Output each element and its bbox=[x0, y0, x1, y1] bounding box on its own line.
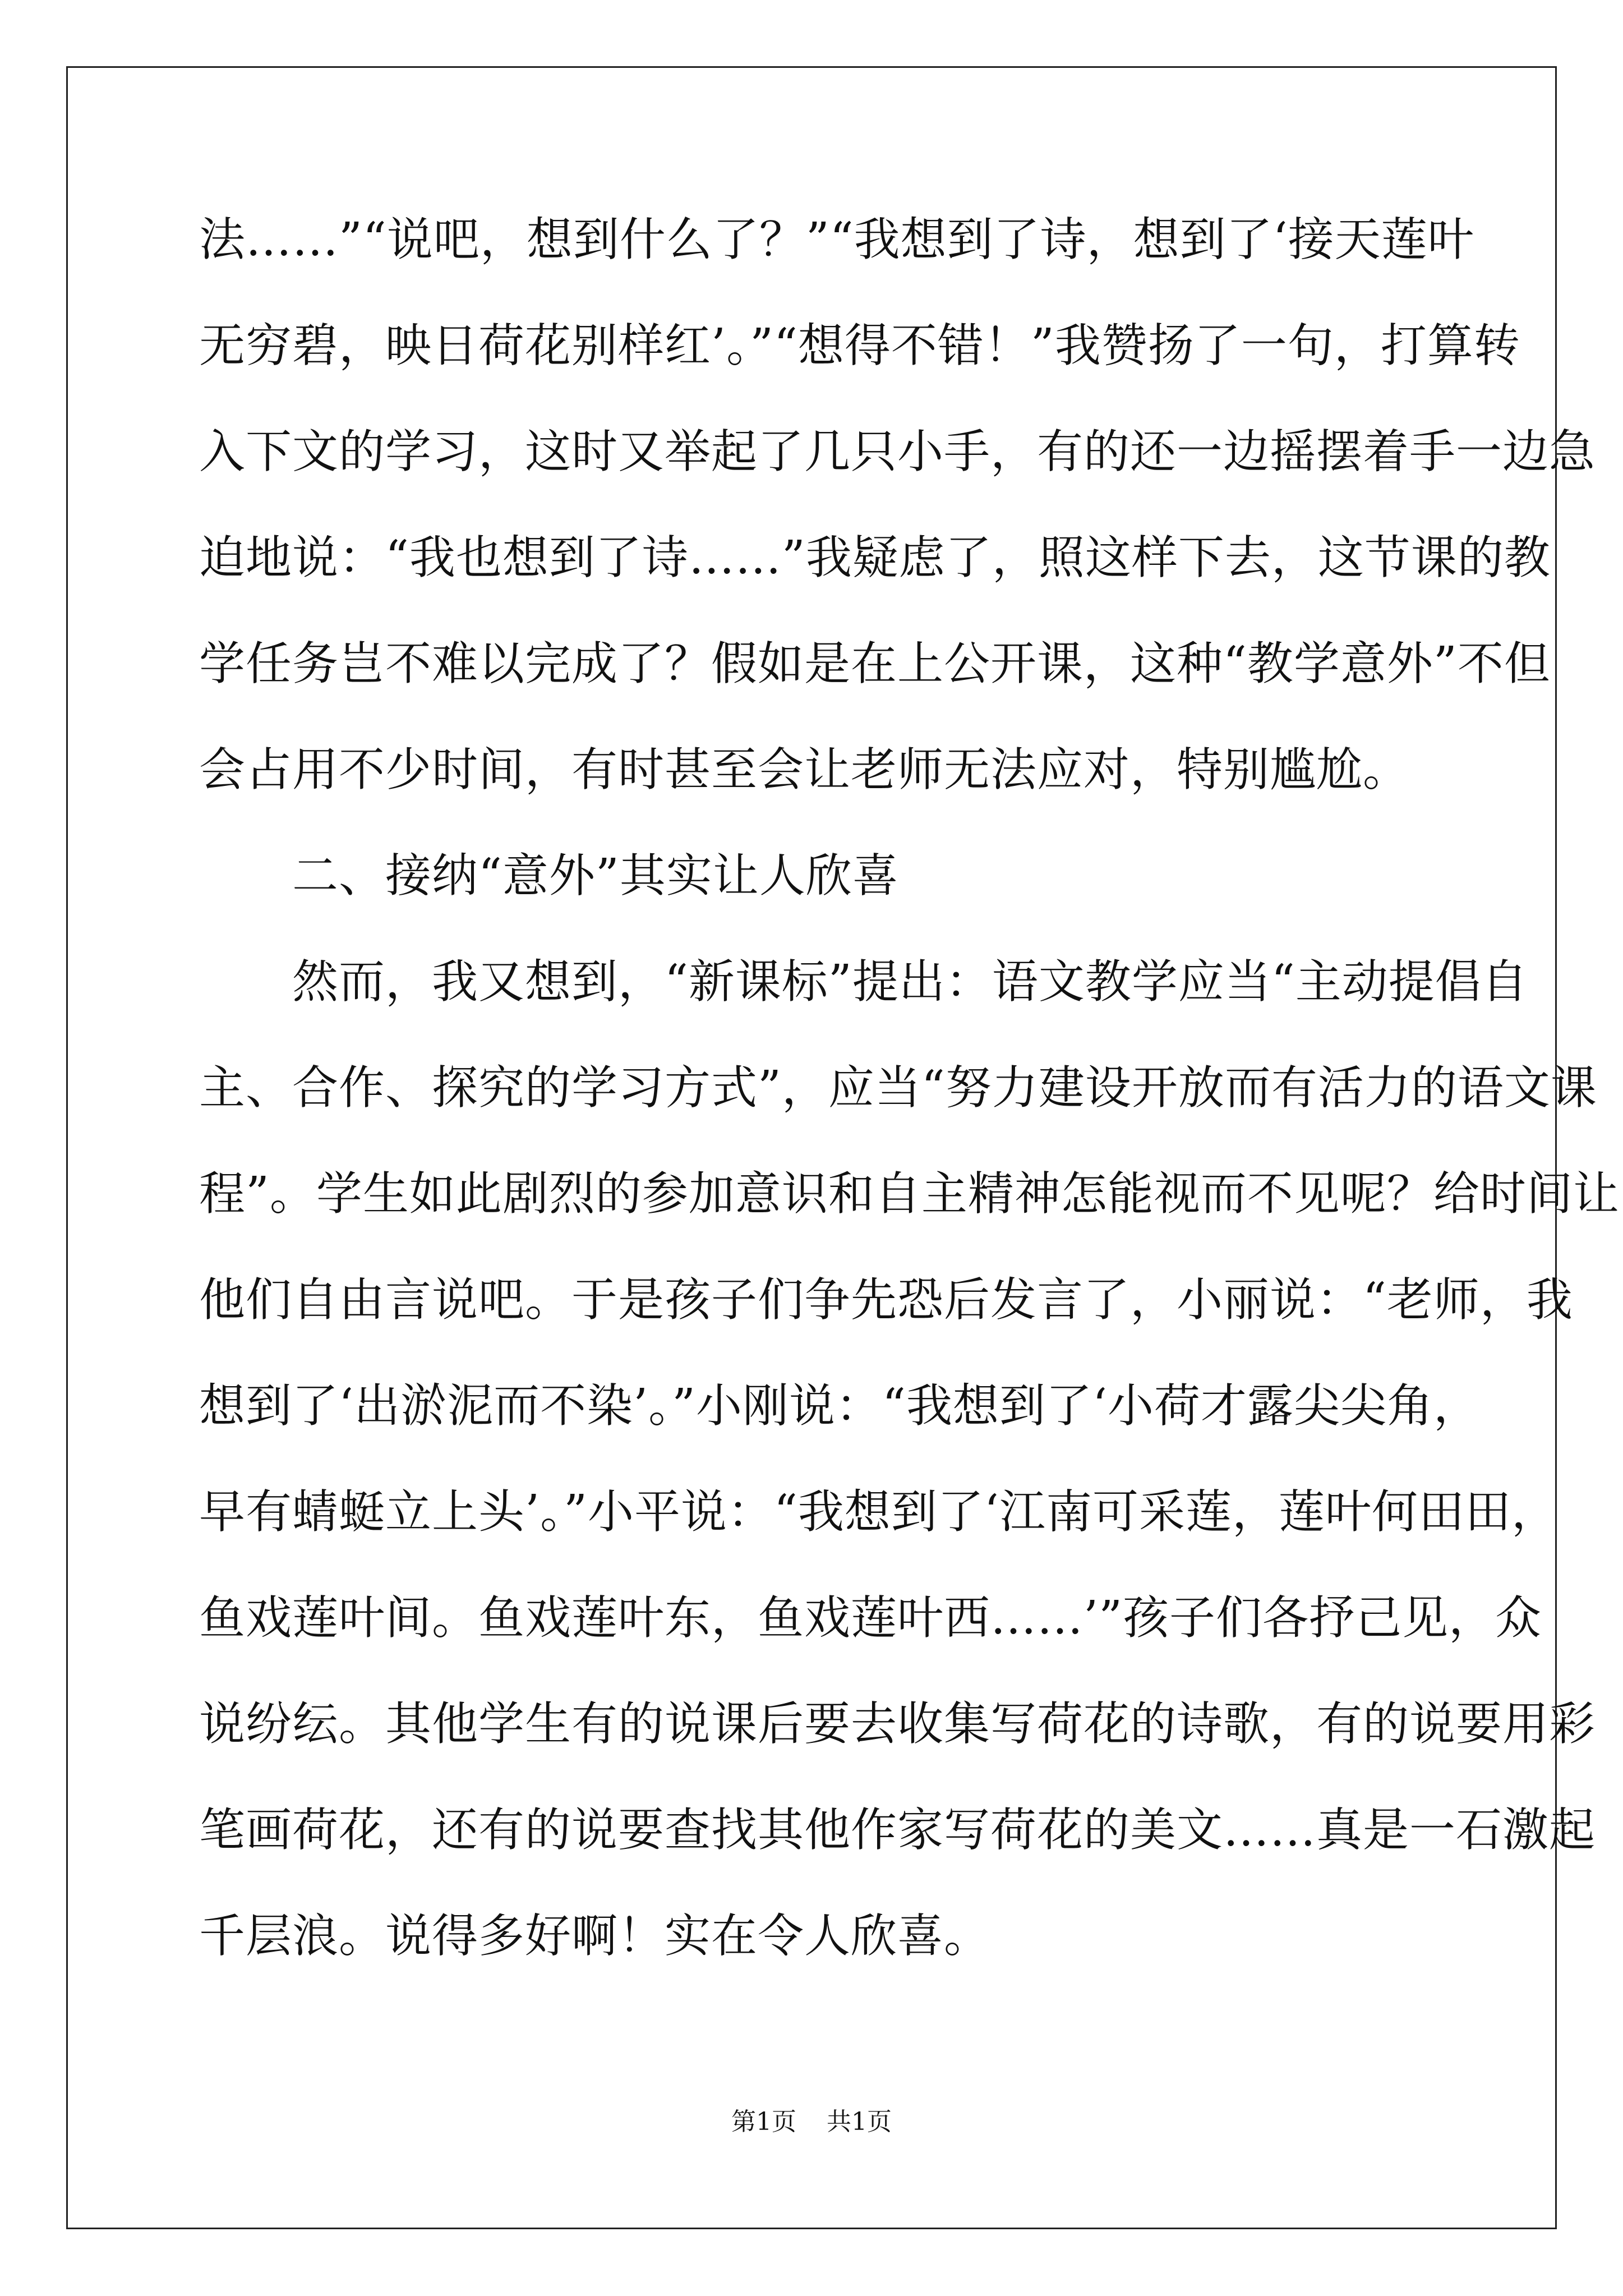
page-number: 第1页 bbox=[731, 2108, 796, 2136]
text-line: 想到了‘出淤泥而不染’。”小刚说：“我想到了‘小荷才露尖尖角， bbox=[199, 1379, 1481, 1433]
text-line: 然而，我又想到，“新课标”提出：语文教学应当“主动提倡自 bbox=[199, 955, 1528, 1009]
text-line: 法……”“说吧，想到什么了？”“我想到了诗，想到了‘接天莲叶 bbox=[199, 213, 1474, 266]
text-line: 程”。学生如此剧烈的参加意识和自主精神怎能视而不见呢？给时间让 bbox=[199, 1167, 1620, 1221]
text-line: 学任务岂不难以完成了？假如是在上公开课，这种“教学意外”不但 bbox=[199, 637, 1551, 691]
document-body bbox=[199, 212, 1620, 2014]
text-line: 鱼戏莲叶间。鱼戏莲叶东，鱼戏莲叶西……’”孩子们各抒己见，众 bbox=[199, 1591, 1542, 1645]
text-line: 说纷纭。其他学生有的说课后要去收集写荷花的诗歌，有的说要用彩 bbox=[199, 1697, 1596, 1751]
text-line: 迫地说：“我也想到了诗……”我疑虑了，照这样下去，这节课的教 bbox=[199, 531, 1551, 585]
text-line: 千层浪。说得多好啊！实在令人欣喜。 bbox=[199, 1910, 991, 1963]
section-heading: 二、接纳“意外”其实让人欣喜 bbox=[199, 849, 899, 903]
text-line: 主、合作、探究的学习方式”，应当“努力建设开放而有活力的语文课 bbox=[199, 1061, 1597, 1115]
text-line: 早有蜻蜓立上头’。”小平说：“我想到了‘江南可采莲，莲叶何田田， bbox=[199, 1485, 1558, 1539]
page-footer bbox=[0, 2105, 1623, 2139]
text-line: 笔画荷花，还有的说要查找其他作家写荷花的美文……真是一石激起 bbox=[199, 1803, 1596, 1857]
text-line: 会占用不少时间，有时甚至会让老师无法应对，特别尴尬。 bbox=[199, 743, 1410, 797]
text-line: 入下文的学习，这时又举起了几只小手，有的还一边摇摆着手一边急 bbox=[199, 425, 1596, 478]
text-line: 无穷碧，映日荷花别样红’。”“想得不错！”我赞扬了一句，打算转 bbox=[199, 319, 1520, 372]
text-line: 他们自由言说吧。于是孩子们争先恐后发言了，小丽说：“老师，我 bbox=[199, 1273, 1573, 1327]
page-total: 共1页 bbox=[827, 2108, 892, 2136]
